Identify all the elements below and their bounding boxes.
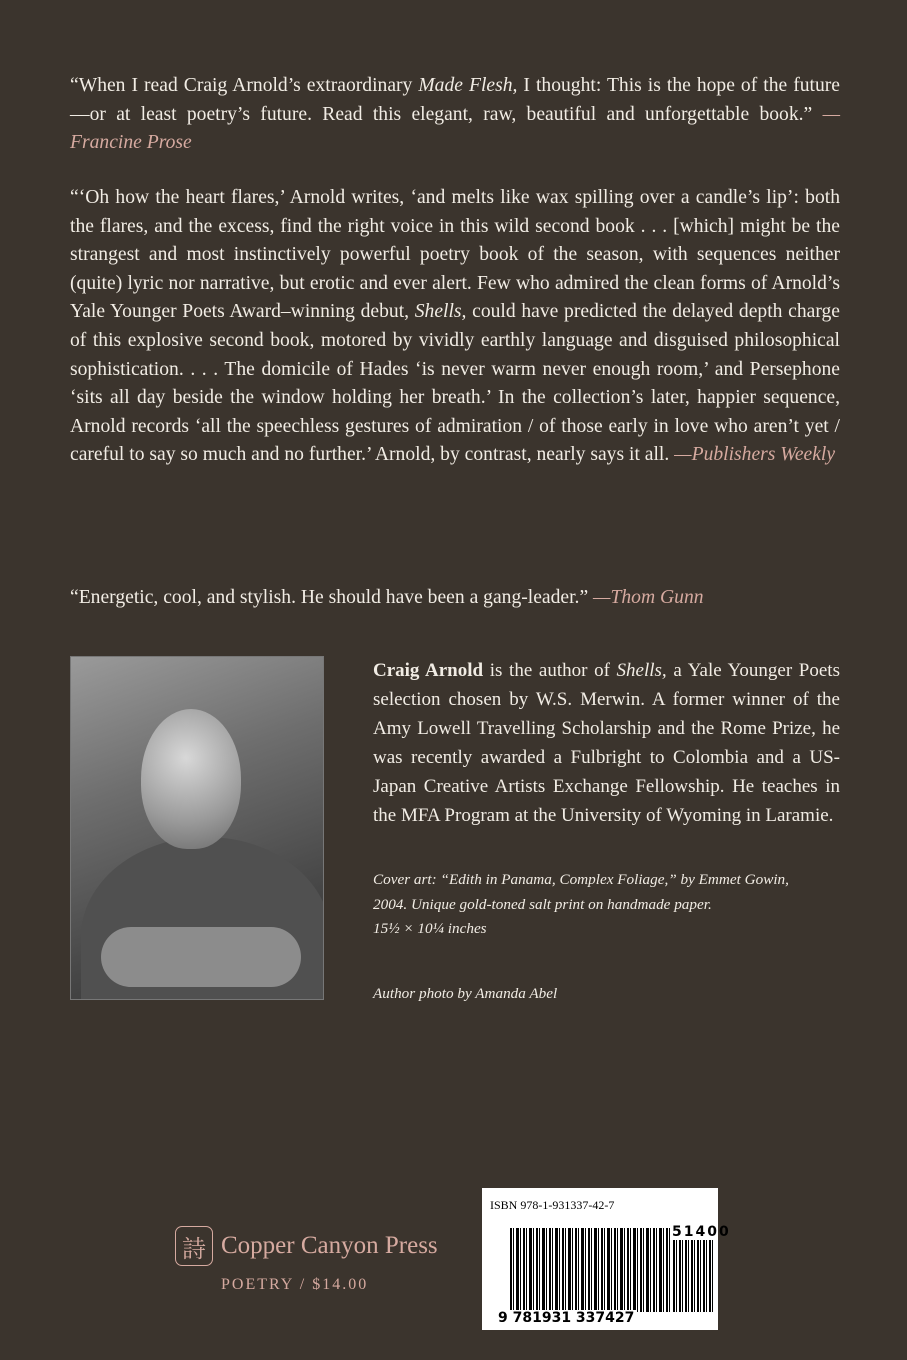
price-addon-code: 51400	[672, 1224, 731, 1240]
quote-attribution: —Thom Gunn	[593, 587, 704, 608]
quote-text: “‘Oh how the heart flares,’ Arnold writes, ‘and melts like wax spilling over a candle’s lip’: both the flares, and the excess, find the right voice in this wild second book . . . [which] might be the strangest and most instinctively powerful poetry book of the season, with sequences neither (quite) lyric nor narrative, but erotic and ever alert. Few who admired the clean forms of Arnold’s Yale Younger Poets Award–winning debut,	[70, 187, 840, 323]
credit-line: 2004. Unique gold-toned salt print on handmade paper.	[373, 895, 712, 913]
photo-credit: Author photo by Amanda Abel	[373, 985, 558, 1002]
quote-text: could have predicted the delayed depth charge of this explosive second book, motored by vividly earthly language and disguised philosophical sophistication. . . . The domicile of Hades ‘is never warm never enough room,’ and Persephone ‘sits all day beside the window holding her breath.’ In the collection’s later, happier sequence, Arnold records ‘all the speechless gestures of admiration / of those early in love who aren’t yet / careful to say so much and no further.’ Arnold, by contrast, nearly says it all.	[70, 301, 840, 466]
bio-text: a Yale Younger Poets selection chosen by W.S. Merwin. A former winner of the Amy Lowell Travelling Scholarship and the Rome Prize, he was recently awarded a Fulbright to Colombia and a US-Japan Creative Artists Exchange Fellowship. He teaches in the MFA Program at the University of Wyoming in Laramie.	[373, 660, 840, 826]
quote-thom-gunn	[70, 584, 840, 613]
book-title: Made Flesh,	[418, 75, 518, 96]
addon-bars	[673, 1240, 713, 1312]
cover-art-credit	[373, 868, 843, 942]
quote-attribution: —Publishers Weekly	[674, 444, 836, 466]
quote-text: I thought: This is the hope of the future—or at least poetry’s future. Read this elegant, raw, beautiful and unforgettable book.”	[70, 75, 840, 125]
publisher-seal-icon: 詩	[175, 1226, 213, 1266]
isbn: ISBN 978-1-931337-42-7	[490, 1198, 615, 1212]
book-title: Shells,	[616, 660, 667, 681]
publisher-name: Copper Canyon Press	[221, 1232, 438, 1259]
quote-attribution: —Francine Prose	[70, 103, 840, 154]
author-bio	[373, 656, 840, 830]
category-price: POETRY / $14.00	[221, 1276, 369, 1293]
quote-publishers-weekly	[70, 184, 840, 470]
ean-bars	[510, 1228, 670, 1312]
publisher-logo	[175, 1226, 438, 1266]
author-name: Craig Arnold	[373, 660, 484, 681]
book-title: Shells,	[414, 301, 467, 323]
credit-line: 15½ × 10¼ inches	[373, 920, 487, 937]
author-photo	[70, 656, 324, 1000]
bio-text: is the author of	[483, 660, 617, 681]
ean-number: 9 781931 337427	[498, 1310, 635, 1326]
barcode	[482, 1188, 731, 1330]
quote-text: “Energetic, cool, and stylish. He should have been a gang-leader.”	[70, 587, 594, 608]
quote-text: “When I read Craig Arnold’s extraordinary	[70, 75, 419, 96]
quote-francine-prose	[70, 72, 840, 158]
credit-line: Cover art: “Edith in Panama, Complex Foliage,” by Emmet Gowin,	[373, 871, 789, 888]
